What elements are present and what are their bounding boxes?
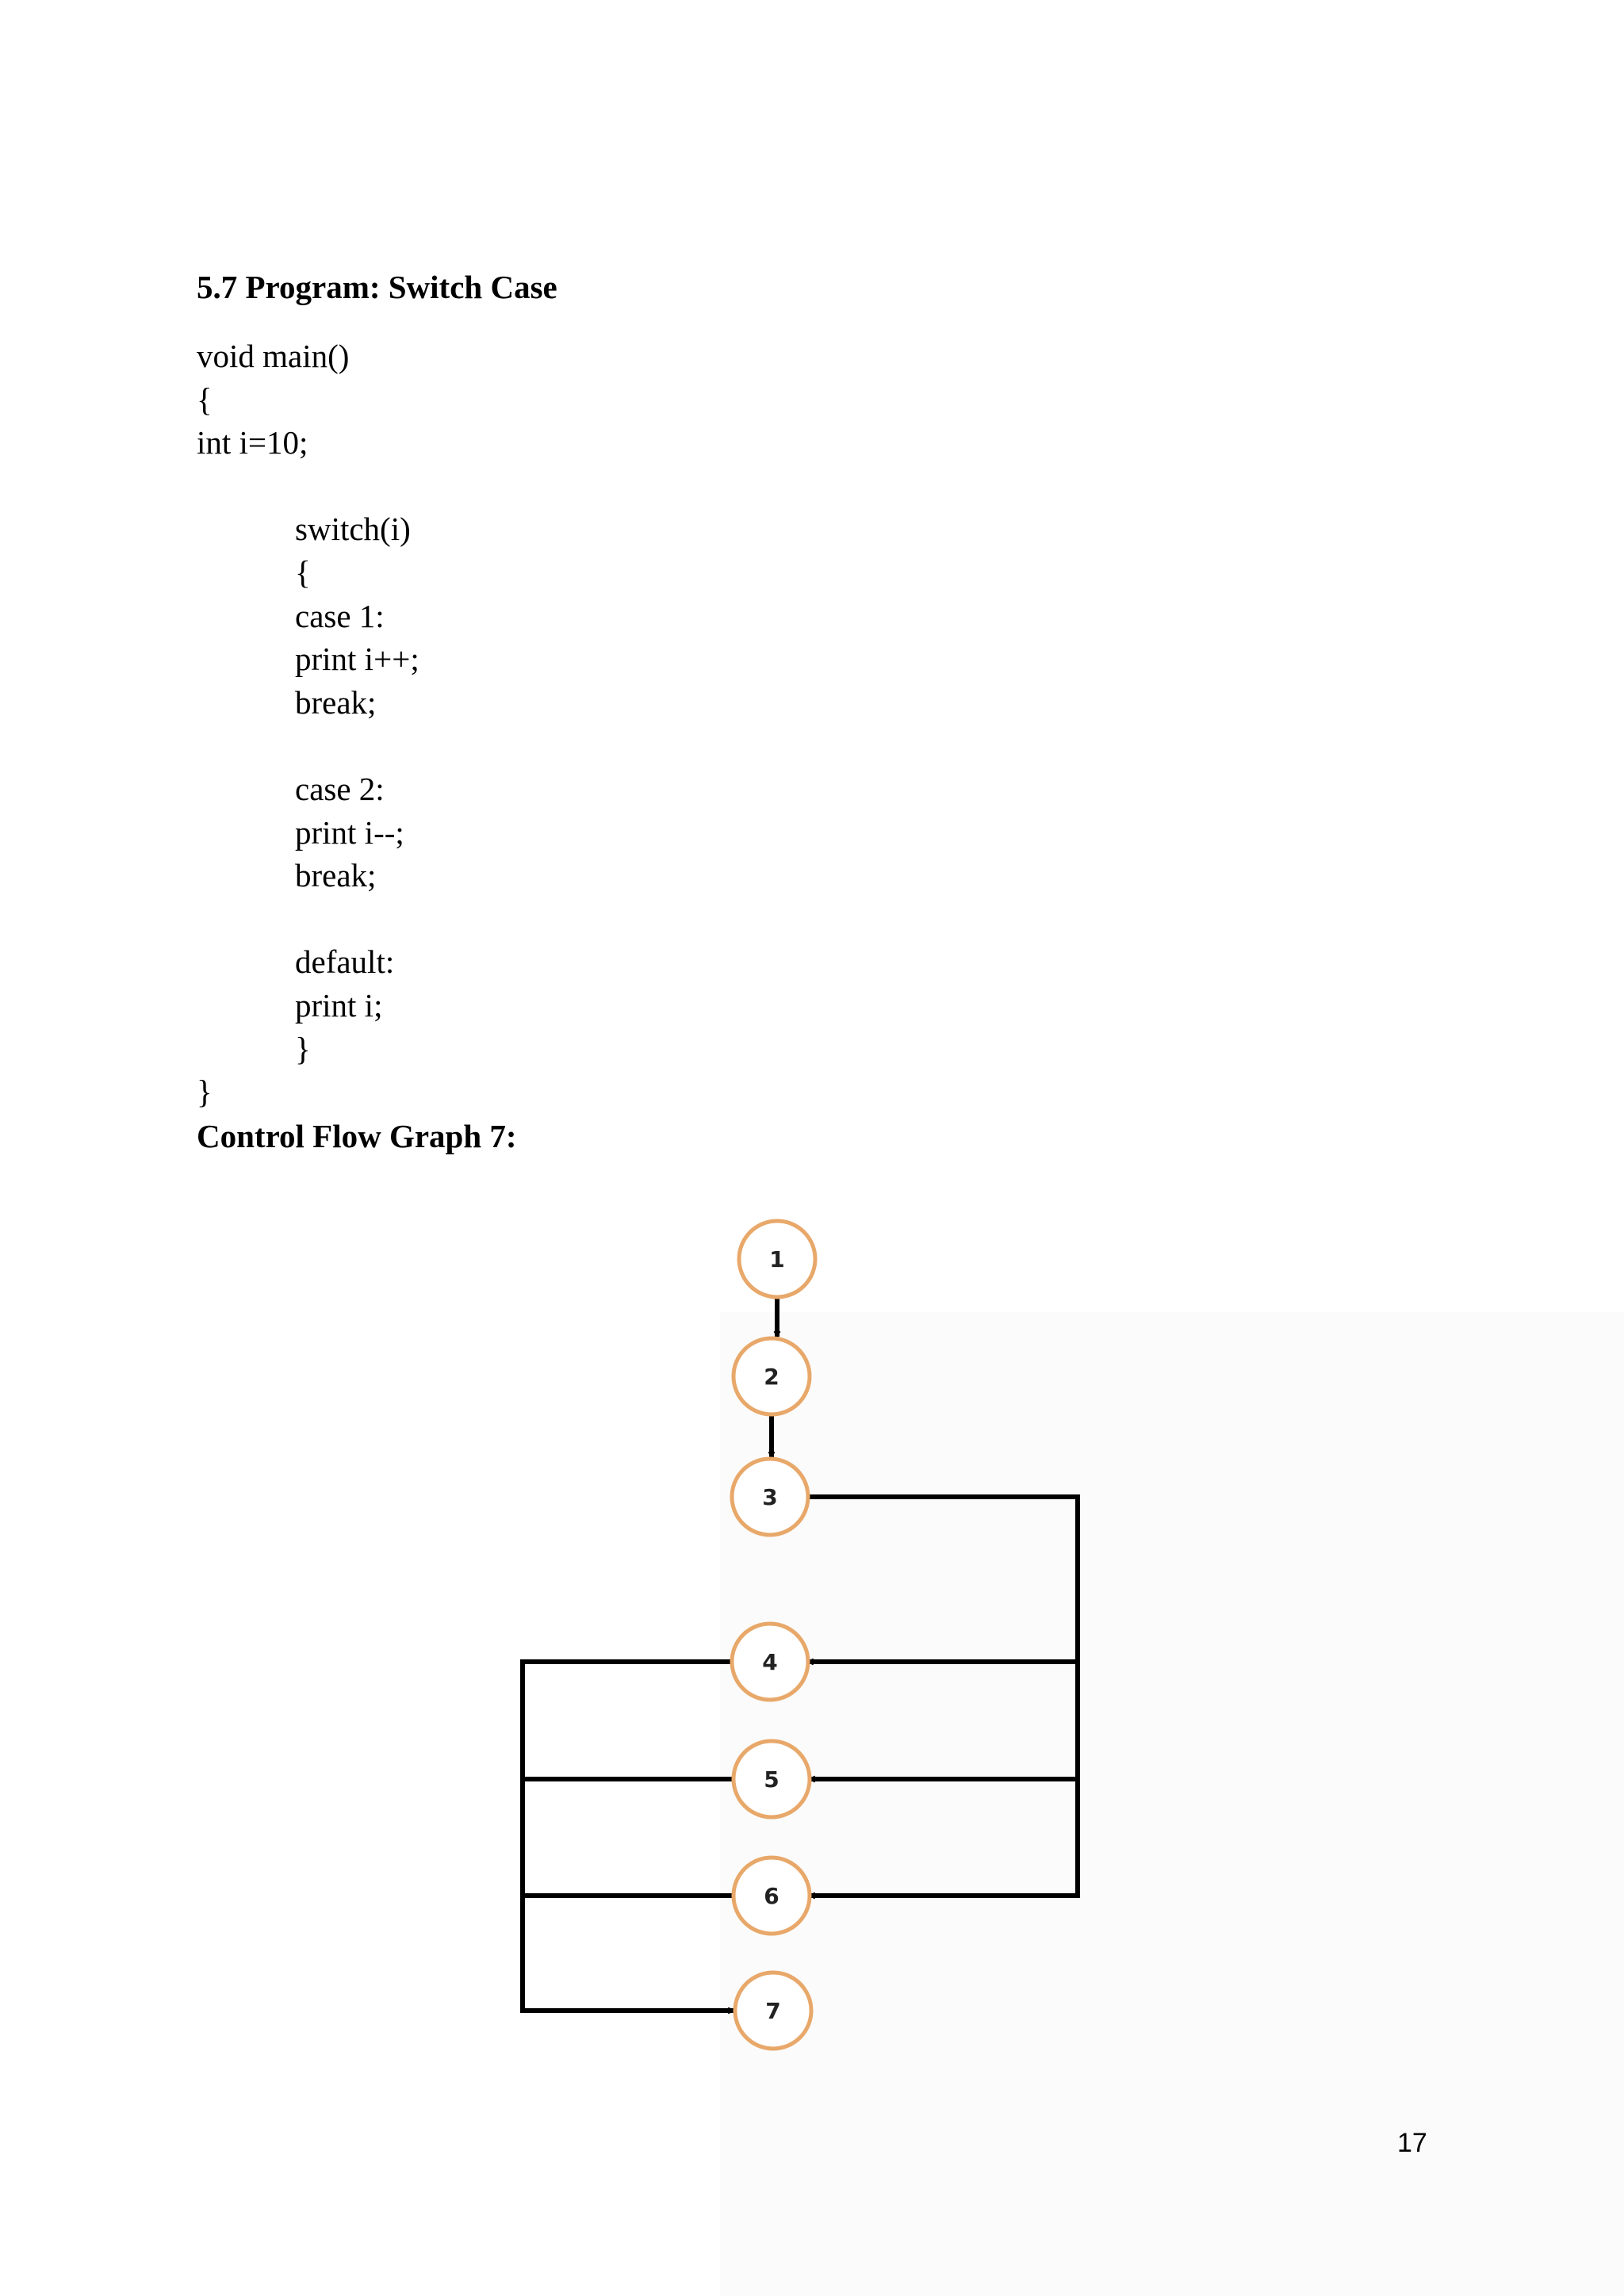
node-label: 3 bbox=[762, 1484, 778, 1510]
code-line: print i--; bbox=[295, 813, 404, 851]
code-line: void main() bbox=[197, 338, 350, 374]
graph-title: Control Flow Graph 7: bbox=[197, 1118, 517, 1154]
node-label: 2 bbox=[764, 1364, 779, 1390]
code-line: { bbox=[295, 553, 311, 591]
code-line: default: bbox=[295, 943, 395, 981]
code-line bbox=[197, 897, 419, 941]
graph-node-4 bbox=[732, 1624, 808, 1700]
code-line: break; bbox=[295, 857, 377, 894]
code-line: switch(i) bbox=[295, 511, 411, 548]
code-line: } bbox=[197, 1073, 213, 1111]
node-label: 1 bbox=[769, 1246, 785, 1272]
graph-node-1 bbox=[739, 1221, 815, 1297]
code-line: case 1: bbox=[295, 597, 385, 634]
code-line: } bbox=[295, 1030, 311, 1067]
section-heading: 5.7 Program: Switch Case bbox=[197, 269, 557, 305]
control-flow-graph bbox=[476, 1213, 1158, 2085]
graph-node-6 bbox=[733, 1858, 810, 1934]
code-line: break; bbox=[295, 683, 377, 721]
page-number: 17 bbox=[1397, 2128, 1427, 2158]
edge-3-4 bbox=[808, 1497, 1078, 1662]
code-line: case 2: bbox=[295, 770, 385, 807]
graph-node-5 bbox=[733, 1741, 810, 1817]
node-label: 6 bbox=[764, 1883, 779, 1909]
edge-4-7 bbox=[523, 1662, 733, 2011]
node-label: 5 bbox=[764, 1766, 779, 1793]
code-line: int i=10; bbox=[197, 424, 308, 461]
code-line bbox=[197, 724, 419, 767]
code-line: print i++; bbox=[295, 641, 419, 678]
edge-3-5 bbox=[810, 1662, 1078, 1779]
graph-node-2 bbox=[733, 1338, 810, 1414]
code-line: print i; bbox=[295, 986, 383, 1024]
node-label: 4 bbox=[762, 1649, 778, 1675]
graph-node-7 bbox=[735, 1973, 811, 2049]
edge-3-6 bbox=[810, 1779, 1078, 1896]
graph-node-3 bbox=[732, 1459, 808, 1535]
node-label: 7 bbox=[765, 1998, 781, 2024]
graph-nodes bbox=[732, 1221, 815, 2049]
code-listing bbox=[197, 335, 419, 1114]
code-line: { bbox=[197, 381, 213, 418]
code-line bbox=[197, 465, 419, 508]
